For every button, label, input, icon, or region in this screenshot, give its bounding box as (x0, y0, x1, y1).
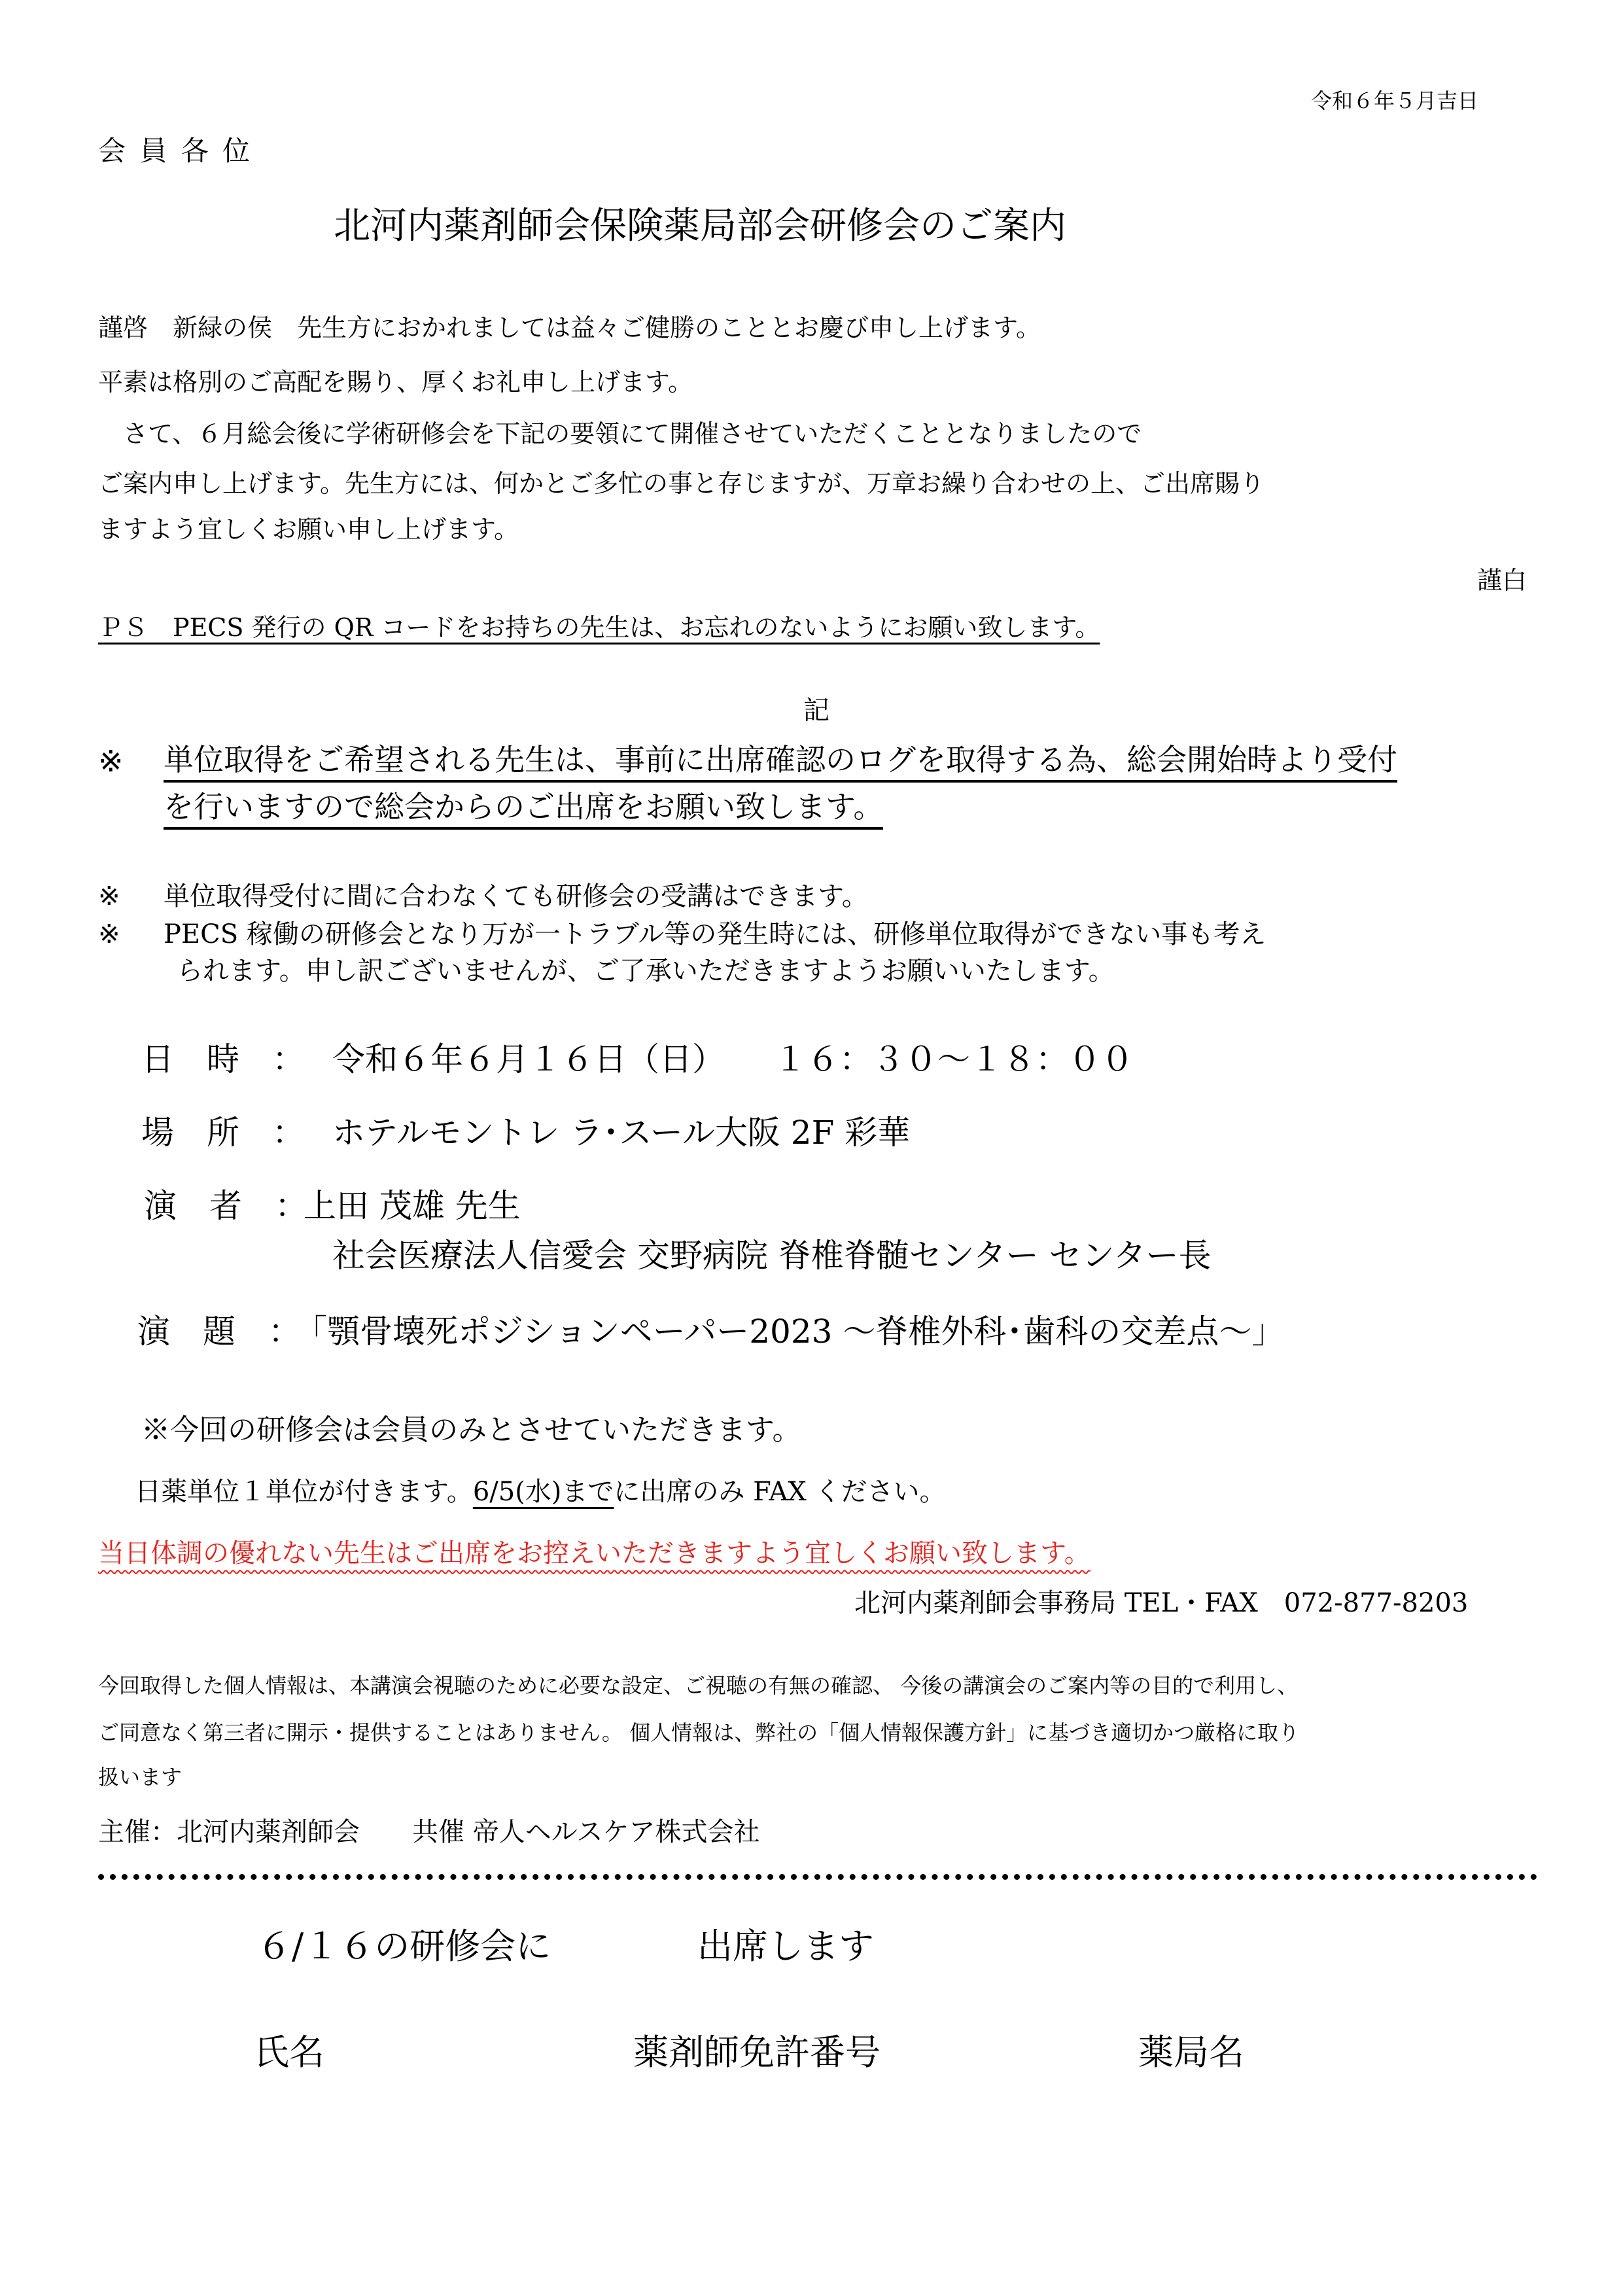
note-mark: ※ (98, 919, 120, 949)
ps-note: ＰＳ PECS 発行の QR コードをお持ちの先生は、お忘れのないようにお願い致します。 (98, 613, 1100, 642)
ki-heading: 記 (803, 696, 829, 726)
datetime-value: 令和６年６月１６日（日） １６：３０～１８：００ (332, 1040, 1134, 1078)
members-only-note: ※今回の研修会は会員のみとさせていただきます。 (141, 1413, 801, 1447)
topic-label: 演 題 ： (137, 1313, 301, 1351)
note-mark: ※ (98, 881, 120, 911)
note-register-early: 単位取得をご希望される先生は、事前に出席確認のログを取得する為、総会開始時より受付 (164, 745, 1397, 783)
datetime-label: 日 時 ： (141, 1040, 305, 1078)
place-label: 場 所 ： (141, 1114, 305, 1152)
credit-text: に出席のみ FAX ください。 (614, 1477, 946, 1507)
greeting-line: ご案内申し上げます。先生方には、何かとご多忙の事と存じますが、万章お繰り合わせの上、ご出席賜り (98, 469, 1265, 498)
privacy-text: 今回取得した個人情報は、本講演会視聴のために必要な設定、ご視聴の有無の確認、 今後の講演会のご案内等の目的で利用し、 (98, 1673, 1299, 1698)
organizers: 主催：北河内薬剤師会 共催 帝人ヘルスケア株式会社 (98, 1817, 760, 1847)
attend-prefix: ６/１６の研修会に (256, 1926, 551, 1967)
health-notice: 当日体調の優れない先生はご出席をお控えいただきますよう宜しくお願い致します。 (98, 1538, 1091, 1568)
recipient: 会 員 各 位 (98, 135, 253, 167)
speaker-name: 上田 茂雄 先生 (304, 1187, 521, 1225)
privacy-text: ご同意なく第三者に開示・提供することはありません。 個人情報は、弊社の「個人情報保護方針」に基づき適切かつ厳格に取り (98, 1720, 1300, 1745)
speaker-label: 演 者 ： (144, 1187, 307, 1225)
credit-text: 日薬単位１単位が付きます。 (135, 1477, 473, 1507)
credit-note (135, 1479, 945, 1505)
topic-value: 「顎骨壊死ポジションペーパー2023 ～脊椎外科･歯科の交差点～」 (294, 1313, 1285, 1351)
credit-deadline: 6/5(水)まで (472, 1477, 614, 1507)
greeting-line: 平素は格別のご高配を賜り、厚くお礼申し上げます。 (98, 368, 693, 397)
greeting-line: ますよう宜しくお願い申し上げます。 (98, 515, 519, 544)
office-contact: 北河内薬剤師会事務局 TEL・FAX 072-877-8203 (854, 1588, 1469, 1618)
note-late-attendance: 単位取得受付に間に合わなくても研修会の受講はできます。 (164, 881, 868, 911)
name-field-label: 氏名 (254, 2032, 324, 2073)
note-mark: ※ (98, 743, 124, 779)
note-pecs-trouble: られます。申し訳ございませんが、ご了承いただきますようお願いいたします。 (177, 956, 1115, 986)
privacy-text: 扱います (98, 1765, 183, 1790)
cut-line-divider (98, 1874, 1537, 1880)
page-title: 北河内薬剤師会保険薬局部会研修会のご案内 (334, 205, 1066, 247)
document-date: 令和６年５月吉日 (1311, 88, 1479, 113)
attend-suffix: 出席します (697, 1926, 874, 1967)
greeting-line: 謹啓 新緑の侯 先生方におかれましては益々ご健勝のこととお慶び申し上げます。 (98, 313, 1041, 342)
license-field-label: 薬剤師免許番号 (633, 2032, 881, 2073)
greeting-line: さて、６月総会後に学術研修会を下記の要領にて開催させていただくこととなりましたので (98, 419, 1142, 448)
closing: 謹白 (1477, 566, 1527, 595)
speaker-affiliation: 社会医療法人信愛会 交野病院 脊椎脊髄センター センター長 (332, 1237, 1212, 1275)
pharmacy-field-label: 薬局名 (1138, 2032, 1244, 2073)
place-value: ホテルモントレ ラ･スール大阪 2F 彩華 (332, 1114, 911, 1152)
note-register-early: を行いますので総会からのご出席をお願い致します。 (164, 792, 883, 830)
note-pecs-trouble: PECS 稼働の研修会となり万が一トラブル等の発生時には、研修単位取得ができない事も考え (164, 919, 1266, 949)
